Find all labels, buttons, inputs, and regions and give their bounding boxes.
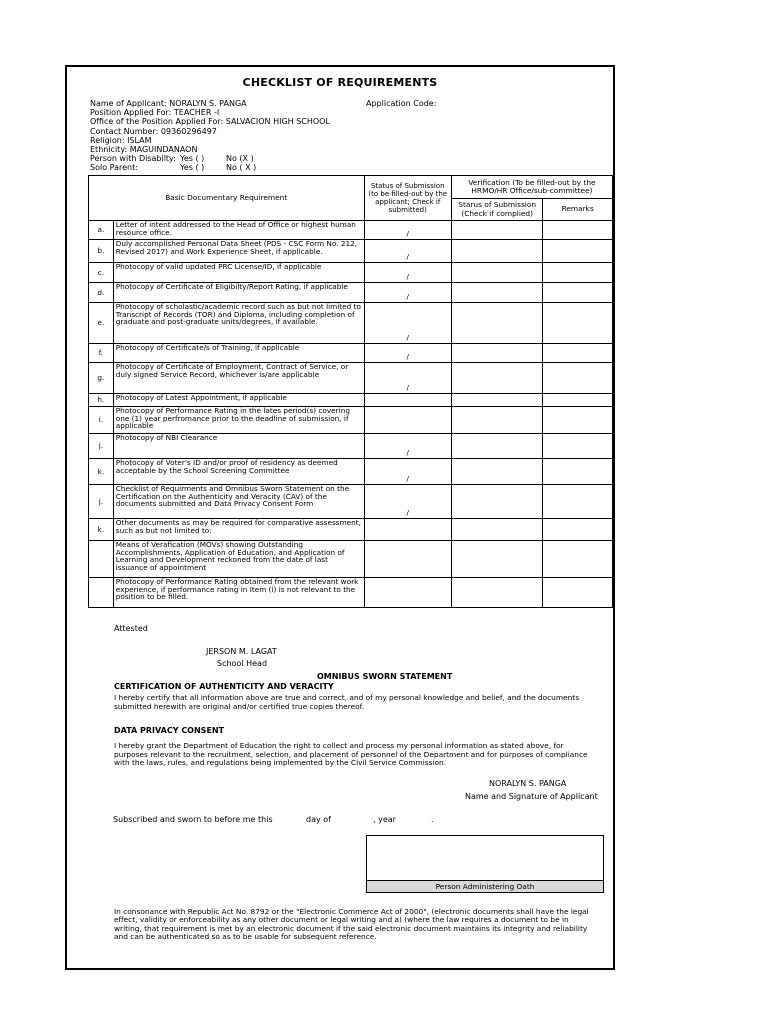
row-status-check <box>364 541 451 578</box>
row-letter: d. <box>89 283 114 303</box>
position-applied: Position Applied For: TEACHER -I <box>90 108 220 118</box>
table-row <box>89 578 613 608</box>
row-requirement: Photocopy of Voter's ID and/or proof of residency as deemed acceptable by the School Screening Committee <box>113 459 364 485</box>
applicant-signature-label: Name and Signature of Applicant <box>465 792 598 801</box>
row-remarks <box>543 434 613 459</box>
row-status-check <box>364 394 451 407</box>
row-verification-status <box>451 303 542 344</box>
omnibus-title: OMNIBUS SWORN STATEMENT <box>317 672 453 681</box>
row-remarks <box>543 459 613 485</box>
row-remarks <box>543 394 613 407</box>
row-requirement: Checklist of Requirments and Omnibus Sworn Statement on the Certification on the Authenticity and Veracity (CAV) of the documents submitted and Data Privacy Consent Form <box>113 485 364 519</box>
row-requirement: Photocopy of Performance Rating obtained from the relevant work experience, if performance rating in Item (i) is not relevant to the position to be filled. <box>113 578 364 608</box>
row-remarks <box>543 578 613 608</box>
row-remarks <box>543 344 613 363</box>
applicant-signature-name: NORALYN S. PANGA <box>489 779 567 788</box>
pwd-label: Person with Disabilty: <box>90 154 176 164</box>
pwd-yes: Yes ( ) <box>180 154 205 164</box>
office-applied: Office of the Position Applied For: SALVACION HIGH SCHOOL <box>90 117 330 127</box>
header-remarks: Remarks <box>543 199 613 221</box>
row-verification-status <box>451 407 542 434</box>
subscribed-day: day of <box>306 815 331 824</box>
footer-note: In consonance with Republic Act No. 8792 or the "Electronic Commerce Act of 2000", (electronic documents shall have the legal effect, validity or enforceability as any other document or legal writing and a) (where the law requires a document to be in writing, that requirement is met by an electronic document if the said electronic document maintains its integrity and reliability and can be authenticated so as to be usable for subsequent reference. <box>114 907 589 942</box>
row-verification-status <box>451 578 542 608</box>
signatory-name: JERSON M. LAGAT <box>206 647 277 656</box>
row-letter: k. <box>89 459 114 485</box>
row-remarks <box>543 363 613 394</box>
header-starus-submission: Starus of Submission (Check if complied) <box>451 199 542 221</box>
checklist-document <box>65 65 615 970</box>
table-row <box>89 221 613 240</box>
row-verification-status <box>451 394 542 407</box>
row-verification-status <box>451 363 542 394</box>
row-letter <box>89 578 114 608</box>
row-requirement: Photocopy of NBI Clearance <box>113 434 364 459</box>
row-letter: g. <box>89 363 114 394</box>
ethnicity: Ethnicity: MAGUINDANAON <box>90 144 198 154</box>
row-requirement: Photocopy of Latest Appointment, if applicable <box>113 394 364 407</box>
header-status-submission: Status of Submission (to be filled-out by the applicant; Check if submitted) <box>364 176 451 221</box>
row-status-check <box>364 519 451 541</box>
solo-yes: Yes ( ) <box>180 163 205 173</box>
row-requirement: Means of Verafication (MOVs) showing Outstanding Accomplishments, Application of Education, and Application of Learning and Development reckoned from the date of last issuance of appointment <box>113 541 364 578</box>
row-verification-status <box>451 283 542 303</box>
row-remarks <box>543 541 613 578</box>
row-requirement: Other documents as may be required for comparative assessment, such as but not limited to: <box>113 519 364 541</box>
row-requirement: Photocopy of Certificate/s of Training, if applicable <box>113 344 364 363</box>
table-row <box>89 240 613 263</box>
row-letter: j. <box>89 485 114 519</box>
row-verification-status <box>451 240 542 263</box>
row-verification-status <box>451 541 542 578</box>
row-remarks <box>543 240 613 263</box>
row-letter: f. <box>89 344 114 363</box>
row-verification-status <box>451 434 542 459</box>
cav-text: I hereby certify that all information above are true and correct, and of my personal knowledge and belief, and the documents submitted herewith are original and/or certified true copies thereof. <box>114 693 580 711</box>
row-status-check: / <box>364 303 451 344</box>
table-row <box>89 303 613 344</box>
table-row <box>89 283 613 303</box>
row-status-check: / <box>364 263 451 283</box>
row-remarks <box>543 263 613 283</box>
row-requirement: Letter of intent addressed to the Head of Office or highest human resource office. <box>113 221 364 240</box>
row-status-check <box>364 407 451 434</box>
solo-label: Solo Parent: <box>90 163 138 173</box>
row-remarks <box>543 221 613 240</box>
row-letter: j. <box>89 434 114 459</box>
privacy-title: DATA PRIVACY CONSENT <box>114 726 225 735</box>
row-letter: i. <box>89 407 114 434</box>
applicant-info <box>90 99 330 173</box>
table-row <box>89 434 613 459</box>
row-verification-status <box>451 344 542 363</box>
contact-number: Contact Number: 09360296497 <box>90 126 217 136</box>
subscribed-dot: . <box>431 815 434 824</box>
row-letter: e. <box>89 303 114 344</box>
table-row <box>89 459 613 485</box>
row-letter: h. <box>89 394 114 407</box>
table-row <box>89 394 613 407</box>
row-letter: k. <box>89 519 114 541</box>
row-remarks <box>543 519 613 541</box>
row-letter <box>89 541 114 578</box>
row-letter: a. <box>89 221 114 240</box>
document-title: CHECKLIST OF REQUIREMENTS <box>242 76 438 89</box>
application-code: Application Code: <box>366 99 437 108</box>
row-status-check: / <box>364 485 451 519</box>
cav-title: CERTIFICATION OF AUTHENTICITY AND VERACITY <box>114 682 334 691</box>
header-basic-requirement: Basic Documentary Requirement <box>89 176 365 221</box>
table-row <box>89 263 613 283</box>
table-row <box>89 344 613 363</box>
row-status-check: / <box>364 344 451 363</box>
row-verification-status <box>451 263 542 283</box>
attested-label: Attested <box>114 624 148 633</box>
pwd-line <box>90 154 330 163</box>
row-requirement: Duly accomplished Personal Data Sheet (PDS - CSC Form No. 212, Revised 2017) and Work Experience Sheet, if applicable. <box>113 240 364 263</box>
subscribed-year: , year <box>373 815 396 824</box>
table-row <box>89 407 613 434</box>
oath-label: Person Administering Oath <box>367 880 603 892</box>
row-remarks <box>543 303 613 344</box>
row-verification-status <box>451 519 542 541</box>
subscribed-text: Subscribed and sworn to before me this <box>113 815 273 824</box>
requirements-table <box>88 175 613 608</box>
row-status-check: / <box>364 283 451 303</box>
row-requirement: Photocopy of Performance Rating in the lates period(s) covering one (1) year perfromance prior to the deadline of submission, if applicable <box>113 407 364 434</box>
row-verification-status <box>451 459 542 485</box>
row-remarks <box>543 485 613 519</box>
row-status-check: / <box>364 240 451 263</box>
row-letter: c. <box>89 263 114 283</box>
row-remarks <box>543 283 613 303</box>
header-verification: Verification (To be filled-out by the HRMO/HR Office/sub-committee) <box>451 176 612 199</box>
row-requirement: Photocopy of Certificate of Employment, Contract of Service, or duly signed Service Record, whichever is/are applicable <box>113 363 364 394</box>
row-status-check: / <box>364 363 451 394</box>
religion: Religion: ISLAM <box>90 135 152 145</box>
row-remarks <box>543 407 613 434</box>
table-row <box>89 541 613 578</box>
table-row <box>89 485 613 519</box>
oath-signature-box <box>366 835 604 893</box>
pwd-no: No (X ) <box>226 154 254 164</box>
row-verification-status <box>451 221 542 240</box>
row-verification-status <box>451 485 542 519</box>
solo-no: No ( X ) <box>226 163 257 173</box>
solo-parent-line <box>90 163 330 172</box>
table-row <box>89 363 613 394</box>
row-requirement: Photocopy of valid updated PRC License/ID, if applicable <box>113 263 364 283</box>
row-requirement: Photocopy of Certificate of Eligibilty/Report Rating, if applicable <box>113 283 364 303</box>
row-letter: b. <box>89 240 114 263</box>
privacy-text: I hereby grant the Department of Education the right to collect and process my personal information as stated above, for purposes relevant to the recruitment, selection, and placement of personnel of the Department and for purposes of compliance with the laws, rules, and regulations being implemented by the Civil Service Commission. <box>114 741 588 768</box>
applicant-name: Name of Applicant: NORALYN S. PANGA <box>90 99 247 108</box>
row-requirement: Photocopy of scholastic/academic record such as but not limited to Transcript of Records (TOR) and Diploma, including completion of graduate and post-graduate units/degrees, if available. <box>113 303 364 344</box>
row-status-check <box>364 578 451 608</box>
signatory-title: School Head <box>217 659 268 668</box>
row-status-check: / <box>364 434 451 459</box>
row-status-check: / <box>364 221 451 240</box>
row-status-check: / <box>364 459 451 485</box>
table-row <box>89 519 613 541</box>
